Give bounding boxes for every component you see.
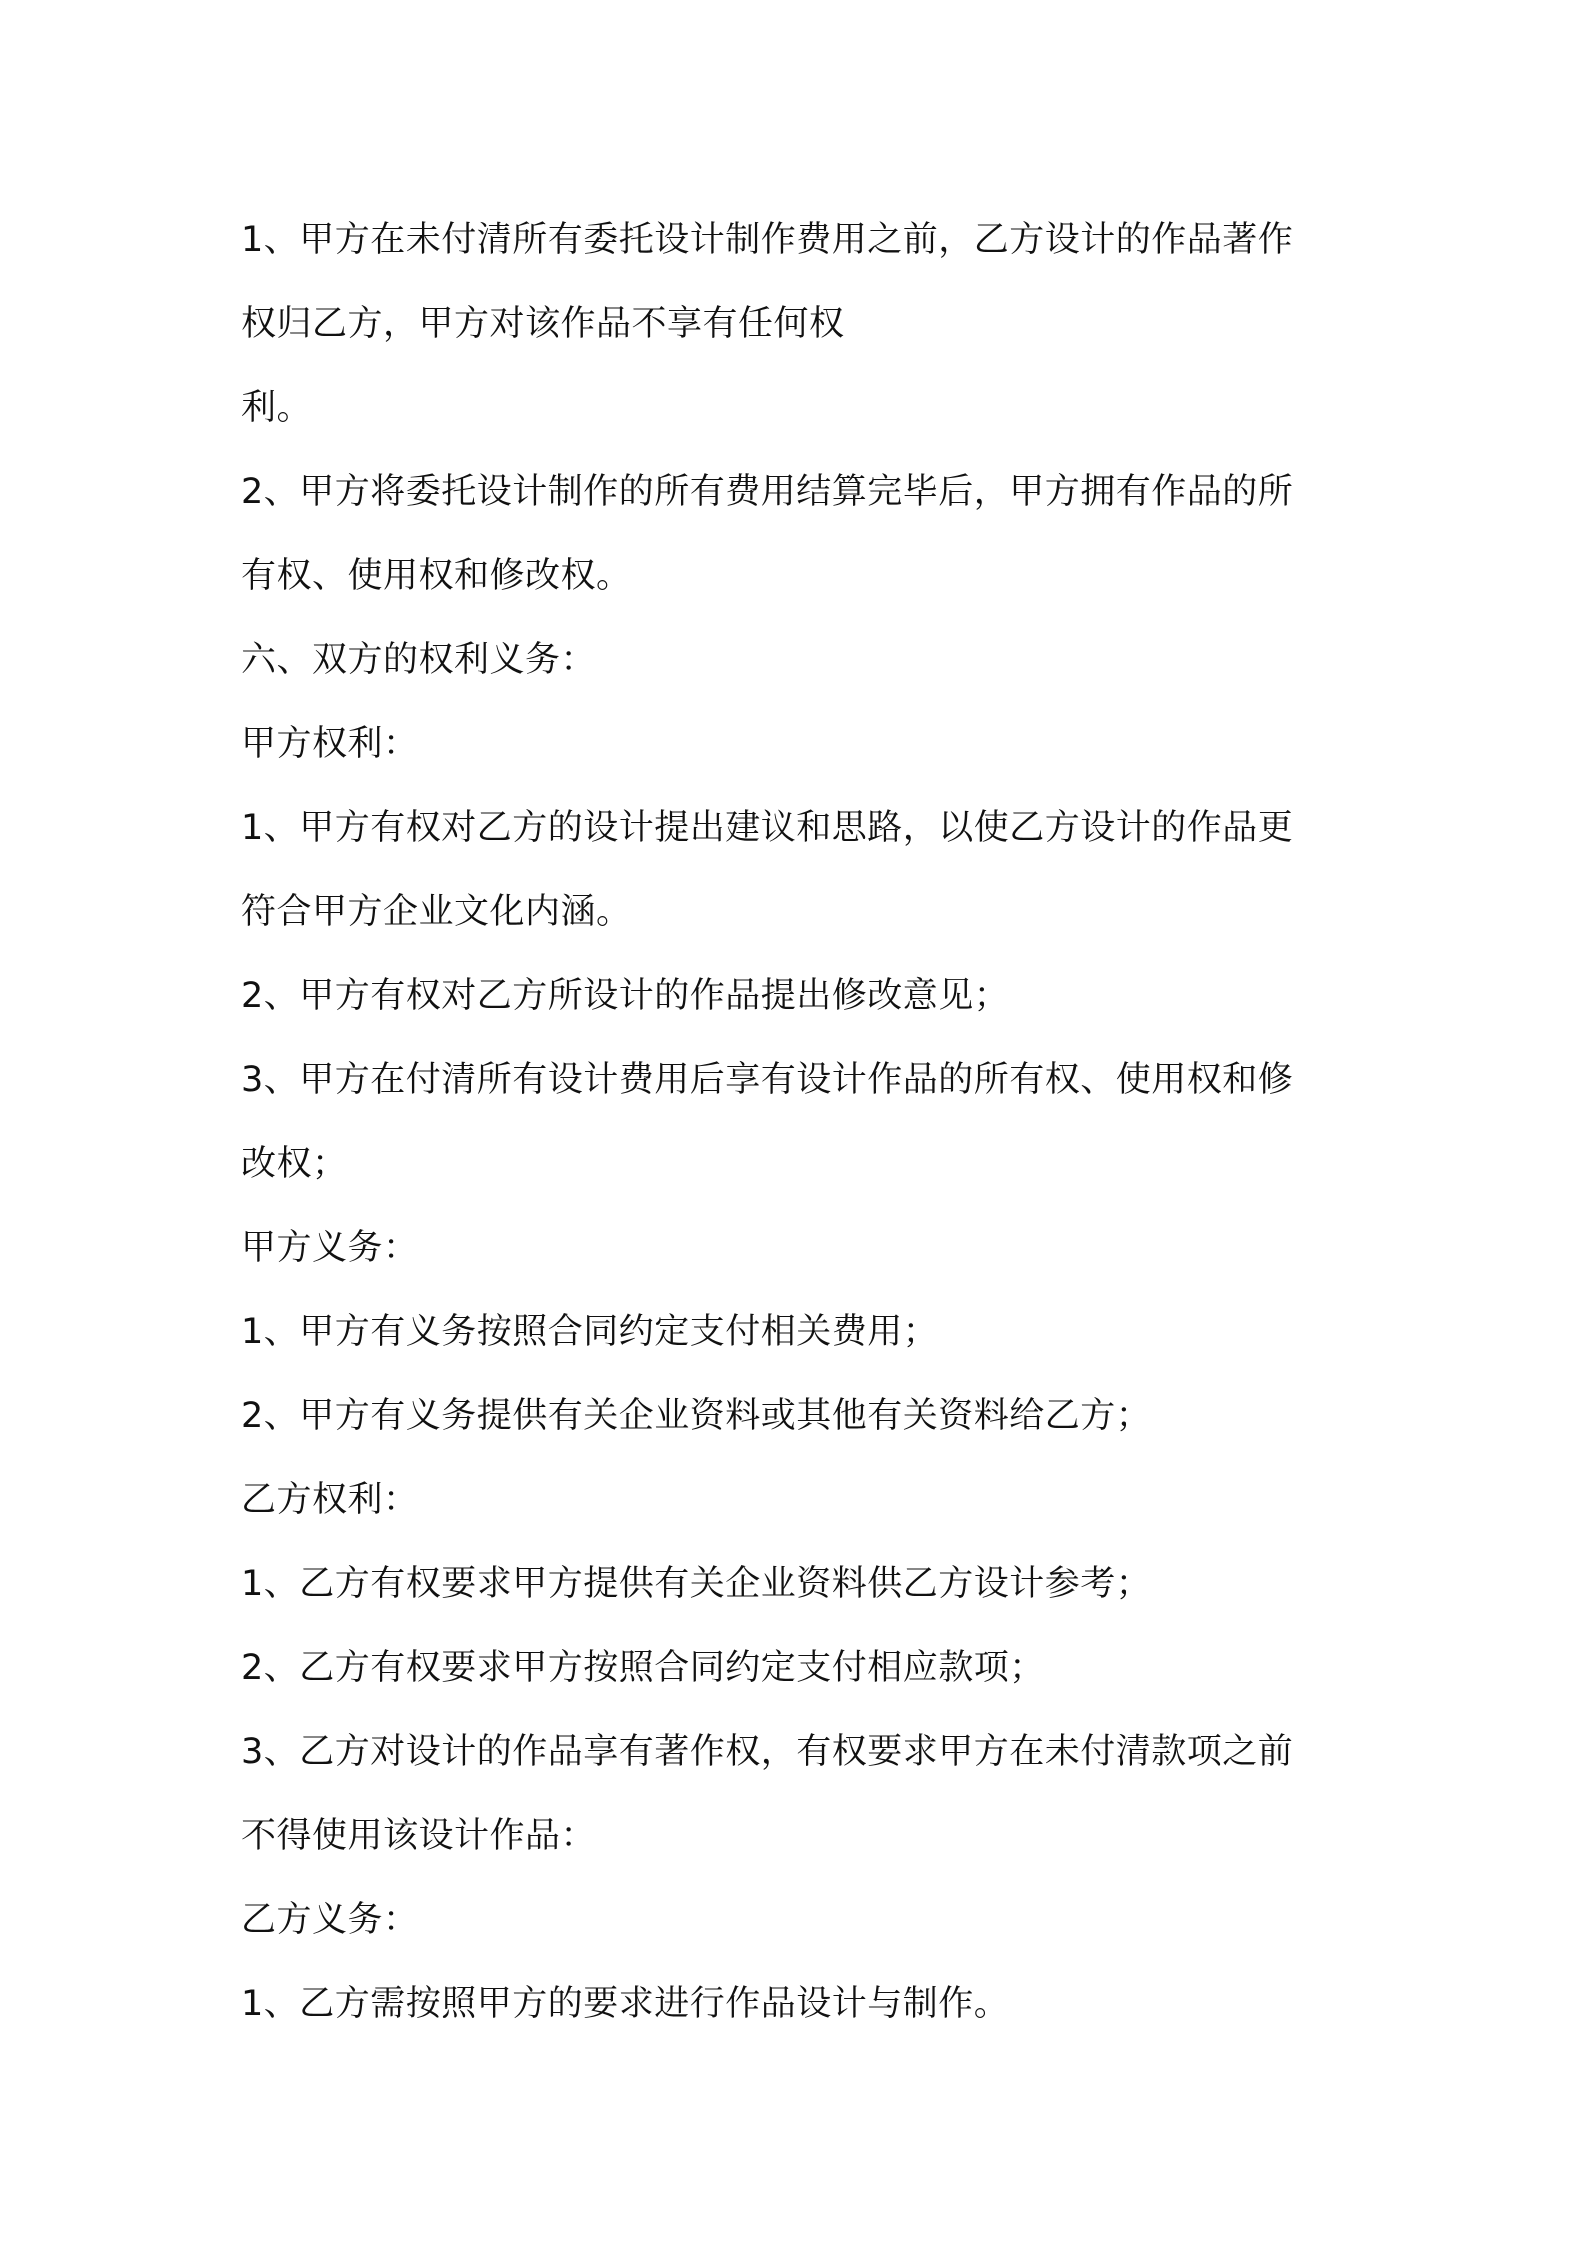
subheading-party-b-rights: 乙方权利： (241, 1480, 419, 1520)
party-b-right-1: 1、乙方有权要求甲方提供有关企业资料供乙方设计参考； (241, 1564, 1152, 1604)
party-a-obligation-1: 1、甲方有义务按照合同约定支付相关费用； (241, 1312, 939, 1352)
clause-1-line-2: 权归乙方，甲方对该作品不享有任何权 (241, 304, 845, 344)
party-a-obligation-2: 2、甲方有义务提供有关企业资料或其他有关资料给乙方； (241, 1396, 1152, 1436)
party-b-right-2: 2、乙方有权要求甲方按照合同约定支付相应款项； (241, 1648, 1045, 1688)
subheading-party-a-obligations: 甲方义务： (241, 1228, 419, 1268)
document-body (241, 198, 1361, 2046)
subheading-party-a-rights: 甲方权利： (241, 724, 419, 764)
section-heading-rights-obligations: 六、双方的权利义务： (241, 640, 597, 680)
party-a-right-3-line-2: 改权； (241, 1144, 348, 1184)
subheading-party-b-obligations: 乙方义务： (241, 1900, 419, 1940)
clause-2-line-1: 2、甲方将委托设计制作的所有费用结算完毕后，甲方拥有作品的所 (241, 472, 1294, 512)
party-a-right-3-line-1: 3、甲方在付清所有设计费用后享有设计作品的所有权、使用权和修 (241, 1060, 1294, 1100)
party-b-obligation-1: 1、乙方需按照甲方的要求进行作品设计与制作。 (241, 1984, 1010, 2024)
clause-1-line-1: 1、甲方在未付清所有委托设计制作费用之前，乙方设计的作品著作 (241, 220, 1294, 260)
party-a-right-2: 2、甲方有权对乙方所设计的作品提出修改意见； (241, 976, 1010, 1016)
clause-1-line-3: 利。 (241, 388, 313, 428)
party-a-right-1-line-1: 1、甲方有权对乙方的设计提出建议和思路，以使乙方设计的作品更 (241, 808, 1294, 848)
party-a-right-1-line-2: 符合甲方企业文化内涵。 (241, 892, 632, 932)
party-b-right-3-line-2: 不得使用该设计作品： (241, 1816, 597, 1856)
party-b-right-3-line-1: 3、乙方对设计的作品享有著作权，有权要求甲方在未付清款项之前 (241, 1732, 1294, 1772)
clause-2-line-2: 有权、使用权和修改权。 (241, 556, 632, 596)
